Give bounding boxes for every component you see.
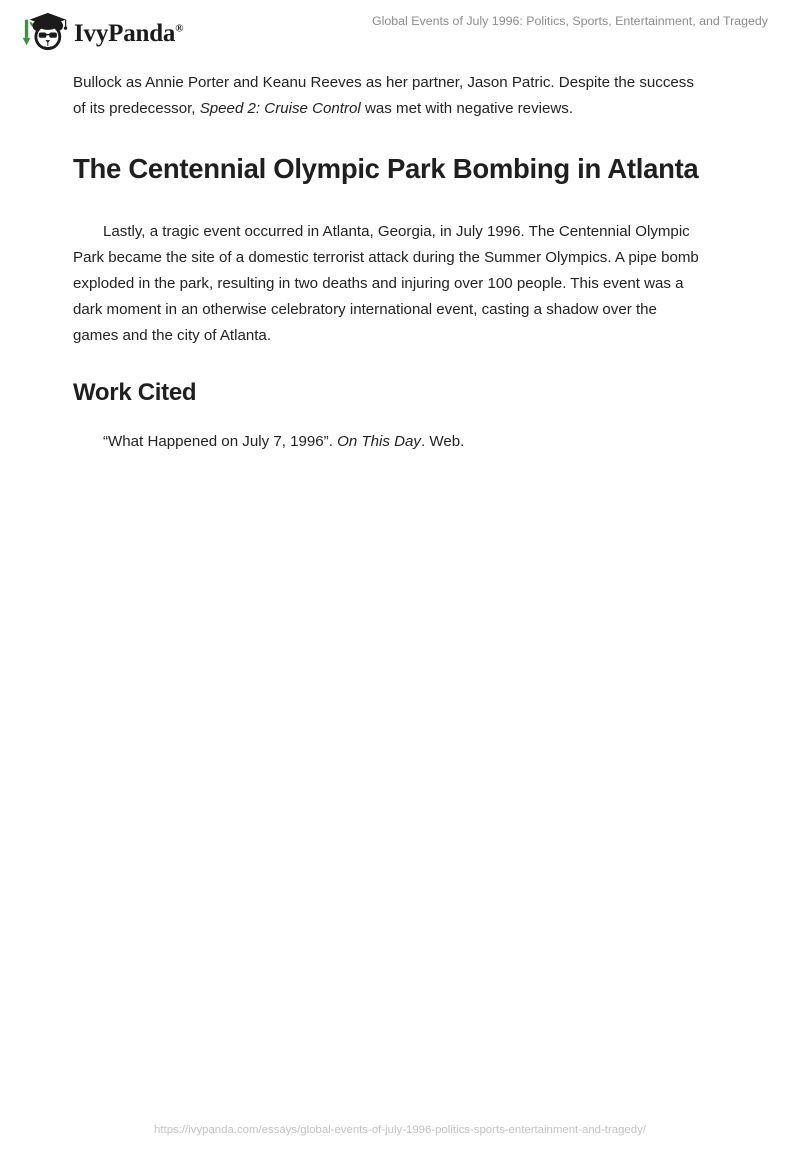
section-paragraph: Lastly, a tragic event occurred in Atlanta, Georgia, in July 1996. The Centennial Olympic Park became the site of a domestic terrorist attack during the Summer Olympics. A pipe bomb exploded in the park, resulting in two deaths and injuring over 100 people. This event was a dark moment in an otherwise celebratory international event, casting a shadow over the games and the city of Atlanta. xyxy=(73,223,699,344)
citation-entry xyxy=(73,429,706,455)
page-footer xyxy=(0,1120,800,1138)
brand-logo-lockup[interactable] xyxy=(20,11,183,53)
continued-paragraph xyxy=(73,70,706,122)
registered-trademark-icon: ® xyxy=(175,22,184,35)
section-heading-centennial-olympic-park-bombing: The Centennial Olympic Park Bombing in Atlanta xyxy=(73,153,699,184)
panda-graduate-logo-icon xyxy=(20,10,68,54)
film-title-italic: Speed 2: Cruise Control xyxy=(199,100,361,117)
spacer xyxy=(73,122,706,149)
section-heading-work-cited: Work Cited xyxy=(73,379,197,406)
footer-source-url[interactable]: https://ivypanda.com/essays/global-events-of-july-1996-politics-sports-entertainment-and-tragedy/ xyxy=(154,1124,646,1136)
page-header xyxy=(0,0,800,62)
continued-paragraph-part2: was met with negative reviews. xyxy=(360,100,574,117)
brand-name-text: IvyPanda xyxy=(74,19,176,47)
brand-wordmark xyxy=(74,21,183,46)
spacer xyxy=(73,189,706,219)
continued-paragraph-part1: Bullock as Annie Porter and Keanu Reeves as her partner, Jason Patric. Despite the success of its predecessor, xyxy=(73,74,694,117)
document-body xyxy=(73,70,706,455)
citation-source-italic: On This Day xyxy=(337,433,421,450)
document-title-header: Global Events of July 1996: Politics, Sports, Entertainment, and Tragedy xyxy=(371,14,768,28)
citation-part2: . Web. xyxy=(420,433,465,450)
citation-part1: “What Happened on July 7, 1996”. xyxy=(103,433,338,450)
spacer xyxy=(73,409,706,429)
spacer xyxy=(73,349,706,377)
